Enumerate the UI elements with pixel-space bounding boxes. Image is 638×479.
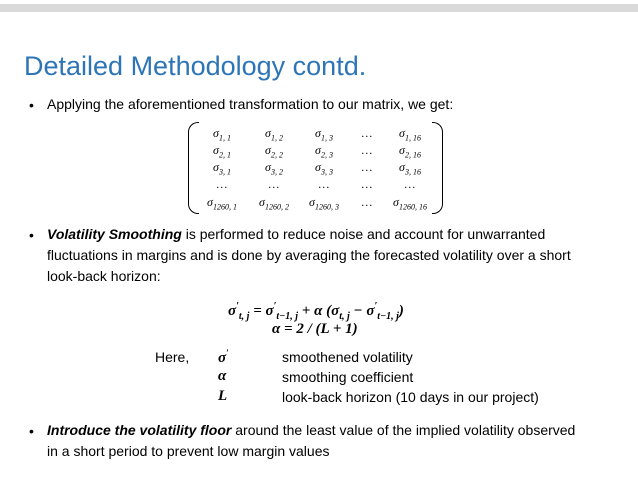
bullet-2-line-3: look-back horizon: bbox=[47, 268, 161, 284]
matrix-cell-symbol: … bbox=[268, 177, 280, 191]
eq-part: + α (σ bbox=[298, 303, 340, 319]
eq-lhs-sigma: σ bbox=[228, 303, 237, 319]
matrix-cell bbox=[269, 177, 280, 192]
matrix-cell-symbol: σ bbox=[315, 126, 321, 140]
matrix-cell-symbol: σ bbox=[207, 195, 213, 209]
matrix-cell bbox=[315, 126, 333, 142]
bullet-3-line-1-text: around the least value of the implied volatility observed bbox=[231, 422, 576, 438]
matrix-cell-symbol: σ bbox=[309, 195, 315, 209]
matrix-cell-index: 1, 2 bbox=[270, 133, 283, 143]
matrix-right-bracket bbox=[432, 122, 443, 214]
matrix-cell bbox=[213, 126, 231, 142]
matrix-cell-symbol: σ bbox=[259, 195, 265, 209]
matrix-cell bbox=[362, 126, 373, 141]
bullet-3-line-2: in a short period to prevent low margin values bbox=[47, 443, 330, 459]
matrix-cell bbox=[405, 177, 416, 192]
matrix-cell-symbol: σ bbox=[393, 195, 399, 209]
matrix-cell-symbol: … bbox=[361, 126, 373, 140]
slide-title: Detailed Methodology contd. bbox=[24, 51, 367, 81]
matrix-cell bbox=[362, 177, 373, 192]
matrix-cell-index: 2, 2 bbox=[270, 150, 283, 160]
eq-part: = σ bbox=[249, 303, 274, 319]
matrix-cell-symbol: σ bbox=[265, 143, 271, 157]
bullet-marker: • bbox=[29, 227, 34, 243]
top-rule bbox=[0, 4, 638, 12]
matrix-cell-index: 1260, 2 bbox=[264, 202, 289, 212]
eq-sub: t−1, j bbox=[377, 311, 399, 322]
matrix-cell-symbol: σ bbox=[213, 126, 219, 140]
eq-sub: t, j bbox=[238, 311, 250, 322]
matrix-cell bbox=[393, 195, 427, 211]
matrix-cell-symbol: … bbox=[361, 143, 373, 157]
matrix-cell-index: 2, 16 bbox=[404, 150, 421, 160]
matrix-cell-index: 2, 3 bbox=[320, 150, 333, 160]
eq-part: ) bbox=[398, 303, 404, 319]
matrix-cell-symbol: σ bbox=[315, 143, 321, 157]
matrix-cell-symbol: σ bbox=[399, 160, 405, 174]
matrix-cell-index: 1260, 1 bbox=[212, 202, 237, 212]
eq-sub: t−1, j bbox=[276, 311, 299, 322]
matrix-cell bbox=[315, 143, 333, 159]
legend-symbol-sigma bbox=[218, 348, 229, 367]
legend-symbol-l: L bbox=[218, 388, 228, 404]
legend-description: look-back horizon (10 days in our project) bbox=[282, 389, 539, 405]
matrix-cell-symbol: … bbox=[361, 195, 373, 209]
matrix-cell bbox=[399, 126, 421, 142]
matrix-cell bbox=[207, 195, 237, 211]
matrix-cell-symbol: … bbox=[404, 177, 416, 191]
matrix-cell-symbol: σ bbox=[399, 126, 405, 140]
bullet-marker: • bbox=[29, 423, 34, 439]
eq-sub: t, j bbox=[339, 311, 350, 322]
matrix-cell-symbol: σ bbox=[213, 143, 219, 157]
bullet-2-line-1 bbox=[47, 224, 617, 245]
matrix-cell-symbol: … bbox=[361, 177, 373, 191]
legend-symbol-alpha: α bbox=[218, 368, 227, 384]
matrix-cell-index: 1, 3 bbox=[320, 133, 333, 143]
matrix-cell bbox=[217, 177, 228, 192]
legend-symbol-text: σ bbox=[218, 350, 227, 366]
matrix-cell-symbol: σ bbox=[265, 126, 271, 140]
matrix-cell bbox=[399, 143, 421, 159]
matrix-cell-symbol: … bbox=[216, 177, 228, 191]
eq-prime: ′ bbox=[374, 301, 378, 312]
matrix-cell-index: 1, 1 bbox=[218, 133, 231, 143]
matrix-cell-symbol: σ bbox=[315, 160, 321, 174]
matrix-left-bracket bbox=[188, 122, 199, 214]
bullet-2-line-2: fluctuations in margins and is done by averaging the forecasted volatility over a short bbox=[47, 247, 571, 263]
alpha-equation: α = 2 / (L + 1) bbox=[272, 321, 358, 337]
bullet-2-line-1-text: is performed to reduce noise and account for unwarranted bbox=[181, 226, 546, 242]
bullet-text-2 bbox=[47, 224, 617, 287]
matrix-cell bbox=[315, 160, 333, 176]
matrix-cell bbox=[362, 195, 373, 210]
matrix-cell bbox=[213, 143, 231, 159]
bullet-text-1: Applying the aforementioned transformation to our matrix, we get: bbox=[47, 96, 454, 112]
bullet-text-3 bbox=[47, 420, 617, 462]
matrix-cell-symbol: σ bbox=[399, 143, 405, 157]
matrix-cell bbox=[265, 143, 283, 159]
matrix-cell-symbol: σ bbox=[213, 160, 219, 174]
matrix-cell-index: 1260, 16 bbox=[398, 202, 427, 212]
matrix-cell-index: 1, 16 bbox=[404, 133, 421, 143]
eq-prime: ′ bbox=[273, 301, 277, 312]
matrix-cell-index: 2, 1 bbox=[218, 150, 231, 160]
matrix-cell-index: 3, 1 bbox=[218, 167, 231, 177]
legend-prime: ′ bbox=[226, 348, 229, 358]
legend-description: smoothing coefficient bbox=[282, 369, 414, 385]
matrix-cell bbox=[259, 195, 289, 211]
matrix-cell-symbol: … bbox=[318, 177, 330, 191]
matrix-cell bbox=[399, 160, 421, 176]
matrix-cell bbox=[265, 126, 283, 142]
matrix-cell bbox=[362, 160, 373, 175]
matrix-cell-symbol: σ bbox=[265, 160, 271, 174]
matrix-cell-index: 3, 16 bbox=[404, 167, 421, 177]
legend-description: smoothened volatility bbox=[282, 349, 413, 365]
bullet-3-emphasis: Introduce the volatility floor bbox=[47, 422, 232, 438]
matrix-cell bbox=[362, 143, 373, 158]
matrix-cell-symbol: … bbox=[361, 160, 373, 174]
bullet-2-emphasis: Volatility Smoothing bbox=[47, 226, 182, 242]
matrix-cell bbox=[265, 160, 283, 176]
matrix-cell-index: 3, 3 bbox=[320, 167, 333, 177]
matrix-cell bbox=[319, 177, 330, 192]
eq-prime: ′ bbox=[236, 301, 239, 312]
volatility-matrix bbox=[188, 122, 443, 214]
matrix-cell bbox=[309, 195, 339, 211]
matrix-cell bbox=[213, 160, 231, 176]
here-label: Here, bbox=[155, 349, 190, 365]
bullet-marker: • bbox=[29, 97, 34, 113]
smoothing-equation bbox=[228, 301, 404, 322]
matrix-cell-index: 1260, 3 bbox=[314, 202, 339, 212]
matrix-cell-index: 3, 2 bbox=[270, 167, 283, 177]
eq-part: − σ bbox=[349, 303, 375, 319]
bullet-3-line-1 bbox=[47, 420, 617, 441]
